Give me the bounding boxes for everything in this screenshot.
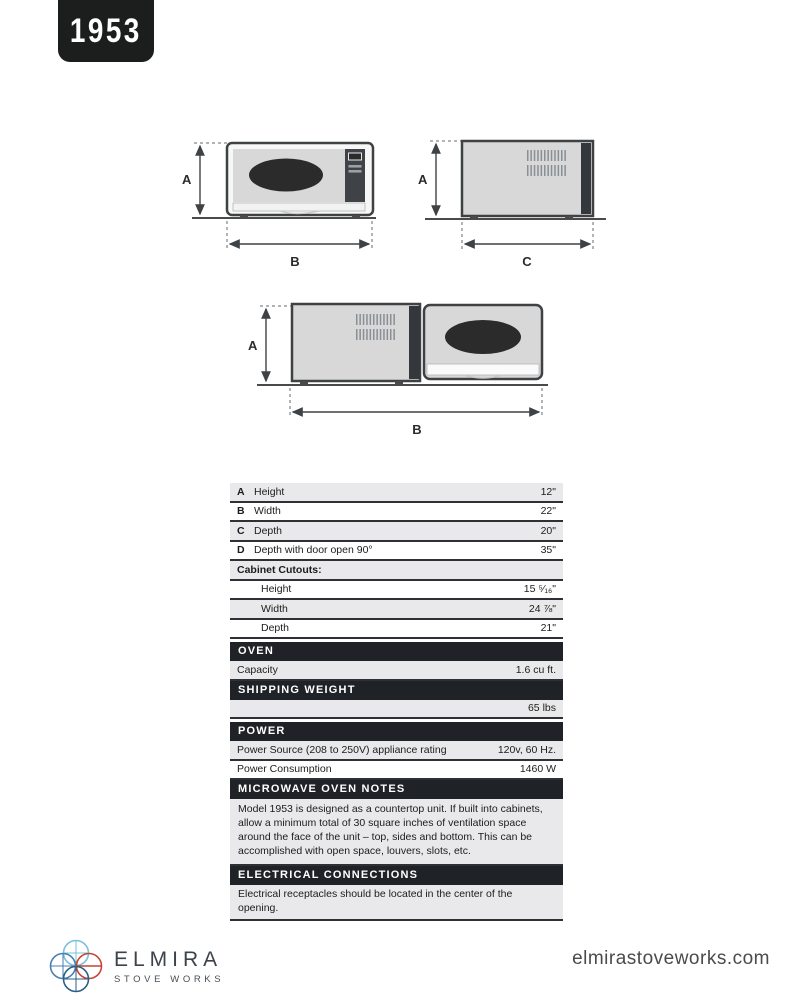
foot <box>395 381 403 384</box>
model-badge <box>58 0 154 62</box>
dim-value: 22" <box>540 505 556 518</box>
foot <box>300 381 308 384</box>
dim-label-a: A <box>248 338 258 353</box>
door-window <box>249 159 323 192</box>
dim-value: 35" <box>540 544 556 557</box>
brand-text <box>114 948 224 985</box>
brand-logo <box>46 936 224 996</box>
open-door-diagram <box>230 288 570 438</box>
oven-capacity-row <box>230 661 563 681</box>
power-source-row <box>230 741 563 761</box>
power-source-value: 120v, 60 Hz. <box>497 743 556 756</box>
dim-label-b: B <box>412 422 422 437</box>
elmira-flower-icon <box>46 936 106 996</box>
door-window <box>445 320 521 354</box>
front-edge-band <box>581 143 591 214</box>
microwave-notes-text: Model 1953 is designed as a countertop unit. If built into cabinets, allow a minimum total of 30 square inches of ventilation space around the face of the unit – top, sides and bottom. This can be accomplished with open space, louvers, slots, etc. <box>230 799 563 866</box>
spec-table <box>230 483 563 921</box>
spec-row-width <box>230 503 563 523</box>
logo-circle-bottom <box>64 967 89 992</box>
dim-letter: B <box>237 505 245 518</box>
button-row <box>349 170 362 173</box>
door-bottom-band <box>427 364 539 375</box>
oven-capacity-value: 1.6 cu ft. <box>515 663 556 676</box>
button-row <box>349 165 362 168</box>
cutout-value: 21" <box>540 622 556 635</box>
website-link[interactable]: elmirastoveworks.com <box>572 948 770 969</box>
oven-capacity-label: Capacity <box>237 663 278 676</box>
section-header-oven: OVEN <box>230 642 563 661</box>
side-view-diagram <box>410 118 640 273</box>
logo-circle-left <box>51 954 76 979</box>
cutout-row-width <box>230 600 563 620</box>
spec-row-depth-open <box>230 542 563 562</box>
front-view-diagram <box>170 118 420 273</box>
shipping-weight-row <box>230 700 563 720</box>
cutout-row-height <box>230 581 563 601</box>
section-header-electrical: ELECTRICAL CONNECTIONS <box>230 866 563 885</box>
dim-label: Depth with door open 90° <box>254 544 373 557</box>
display <box>349 153 362 160</box>
dim-label-a: A <box>182 172 192 187</box>
power-source-label: Power Source (208 to 250V) appliance rating <box>237 743 447 756</box>
dim-letter: C <box>237 524 245 537</box>
dim-label-a: A <box>418 172 428 187</box>
power-consumption-label: Power Consumption <box>237 763 332 776</box>
cutout-value: 15 ⁵⁄₁₆" <box>523 583 556 596</box>
cutout-row-depth <box>230 620 563 640</box>
power-consumption-row <box>230 761 563 781</box>
cutout-value: 24 ⅞" <box>528 602 556 615</box>
cutout-label: Depth <box>261 622 290 635</box>
logo-circle-top <box>64 941 89 966</box>
brand-name: ELMIRA <box>114 947 223 971</box>
cutouts-header-row <box>230 561 563 581</box>
electrical-text: Electrical receptacles should be located in the center of the opening. <box>230 885 563 921</box>
spec-row-depth <box>230 522 563 542</box>
dim-letter: D <box>237 544 245 557</box>
brand-subtitle: STOVE WORKS <box>114 973 225 985</box>
cutouts-header: Cabinet Cutouts: <box>237 563 322 576</box>
dim-label: Depth <box>254 524 283 537</box>
model-number: 1953 <box>70 11 142 50</box>
logo-circle-right <box>77 954 102 979</box>
power-consumption-value: 1460 W <box>519 763 556 776</box>
dim-letter: A <box>237 485 245 498</box>
dim-value: 20" <box>540 524 556 537</box>
cutout-label: Height <box>261 583 292 596</box>
shipping-weight-value: 65 lbs <box>527 702 556 715</box>
section-header-microwave-notes: MICROWAVE OVEN NOTES <box>230 780 563 799</box>
front-edge-band <box>409 306 420 379</box>
section-header-power: POWER <box>230 722 563 741</box>
dim-label-c: C <box>522 254 532 269</box>
door-bottom-band <box>233 203 365 211</box>
spec-row-height <box>230 483 563 503</box>
dim-label-b: B <box>290 254 300 269</box>
section-header-shipping-weight: SHIPPING WEIGHT <box>230 681 563 700</box>
cutout-label: Width <box>261 602 288 615</box>
dim-label: Height <box>254 485 285 498</box>
dim-value: 12" <box>540 485 556 498</box>
dim-label: Width <box>254 505 281 518</box>
